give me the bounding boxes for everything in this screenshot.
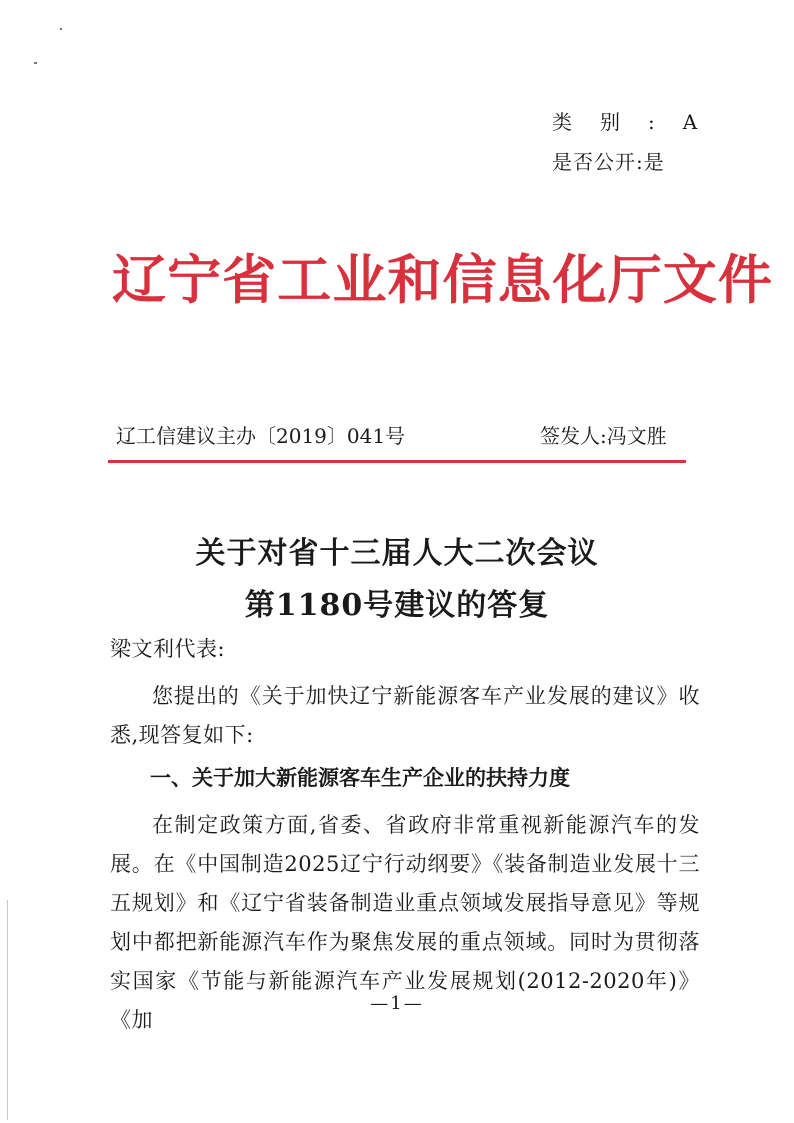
public-value: 是 <box>643 150 665 174</box>
paragraph-policy: 在制定政策方面,省委、省政府非常重视新能源汽车的发展。在《中国制造2025辽宁行动纲要》《装备制造业发展十三五规划》和《辽宁省装备制造业重点领域发展指导意见》等规划中都把新能源汽车作为聚焦发展的重点领域。同时为贯彻落实国家《节能与新能源汽车产业发展规划(2012-2020年)》《加 <box>110 813 700 1032</box>
signer: 签发人:冯文胜 <box>540 424 667 448</box>
public-row <box>552 146 665 175</box>
page-number: —1— <box>370 993 424 1014</box>
category-row <box>552 106 698 135</box>
red-divider-rule <box>108 460 686 463</box>
document-title-line-2: 第1180号建议的答复 <box>244 588 550 623</box>
category-value: A <box>682 110 699 134</box>
issuer-header-title: 辽宁省工业和信息化厅文件 <box>112 249 773 311</box>
category-label: 类别: <box>552 110 683 134</box>
scan-speck <box>60 28 62 30</box>
scan-speck <box>34 62 37 64</box>
document-number: 辽工信建议主办〔2019〕041号 <box>116 424 406 448</box>
document-title-line-1: 关于对省十三届人大二次会议 <box>195 536 599 571</box>
section-heading-1: 一、关于加大新能源客车生产企业的扶持力度 <box>150 766 570 790</box>
salutation: 梁文利代表: <box>110 637 226 661</box>
paragraph-intro: 您提出的《关于加快辽宁新能源客车产业发展的建议》收悉,现答复如下: <box>110 684 700 747</box>
public-label: 是否公开: <box>552 150 644 174</box>
